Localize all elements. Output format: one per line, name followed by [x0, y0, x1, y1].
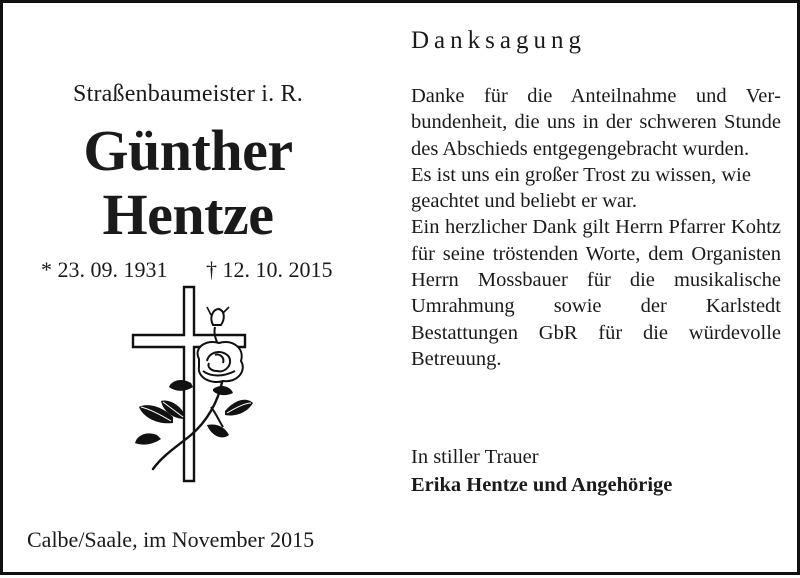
paragraph-gratitude: Ein herzlicher Dank gilt Herrn Pfarrer Kohtz für seine tröstenden Worte, dem Organisten Herrn Mossbauer für die musikalische Umrahmung sowie der Karlstedt Bestattungen GbR für die würdevolle Betreuung. — [411, 216, 781, 370]
first-name: Günther — [83, 118, 293, 183]
death-date: † 12. 10. 2015 — [206, 257, 333, 282]
paragraph-comfort: Es ist uns ein großer Trost zu wissen, wie geachtet und beliebt er war. — [411, 163, 751, 213]
mourning-line: In stiller Trauer — [411, 446, 539, 468]
job-title: Straßenbaumeister i. R. — [73, 81, 303, 107]
acknowledgement-panel — [411, 3, 783, 578]
acknowledgement-heading: Danksagung — [411, 27, 586, 54]
closing-block — [411, 443, 781, 499]
signers: Erika Hentze und Angehörige — [411, 474, 673, 496]
birth-date: * 23. 09. 1931 — [41, 257, 168, 282]
deceased-panel — [3, 3, 383, 578]
last-name: Hentze — [102, 182, 274, 247]
acknowledgement-text — [411, 83, 781, 372]
cross-with-rose-icon — [127, 285, 255, 485]
paragraph-thanks: Danke für die Anteilnahme und Verbundenheit, die uns in der schweren Stunde des Abschieds entgegengebracht wurden. — [411, 85, 781, 160]
place-and-date: Calbe/Saale, im November 2015 — [27, 527, 315, 552]
